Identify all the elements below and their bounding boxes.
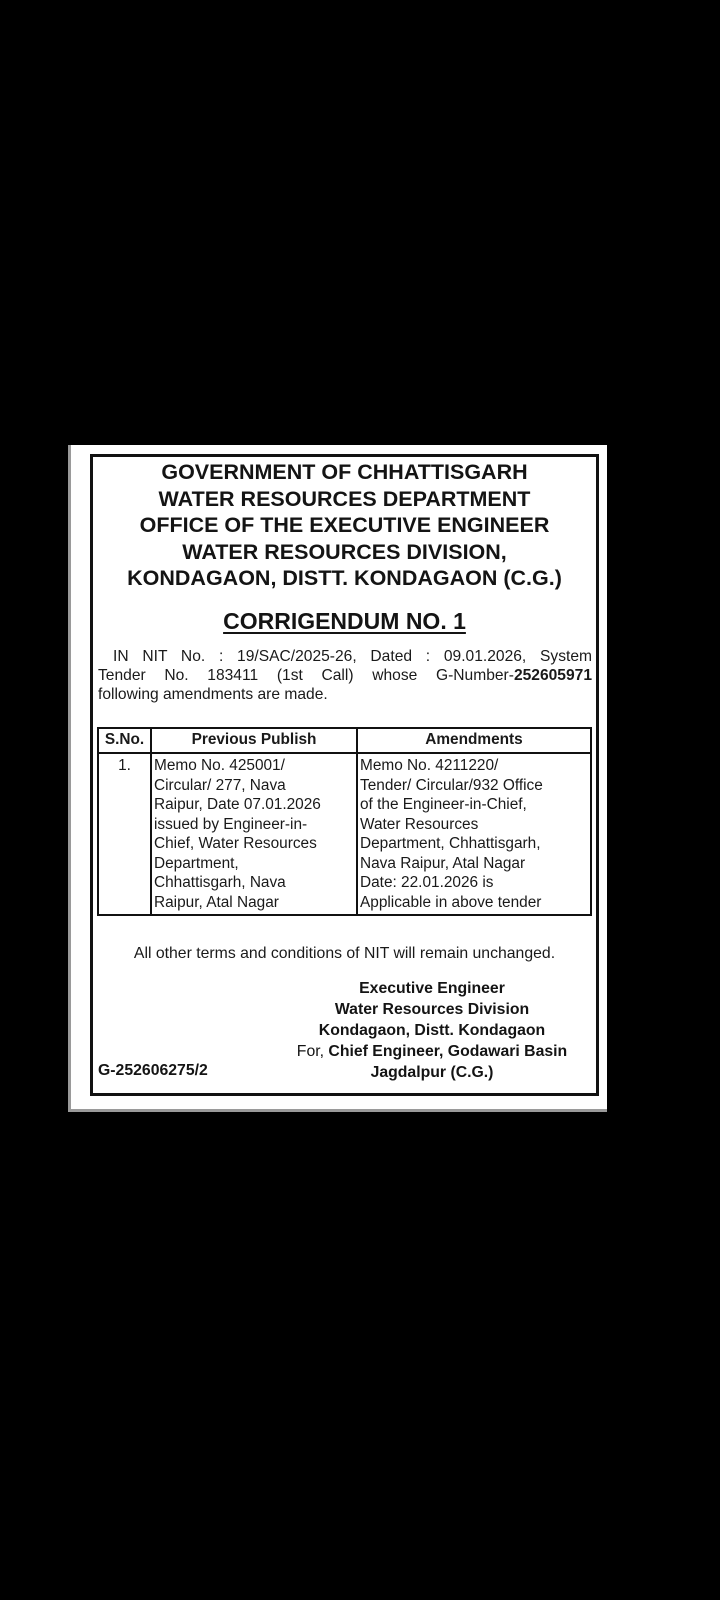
cell-line: Memo No. 425001/ bbox=[154, 757, 285, 774]
signature-chief-engineer: Chief Engineer, Godawari Basin bbox=[328, 1043, 568, 1060]
newspaper-notice-clipping bbox=[68, 445, 607, 1112]
cell-line: issued by Engineer-in- bbox=[154, 815, 308, 833]
table-row bbox=[98, 753, 591, 915]
heading-line-office: OFFICE OF THE EXECUTIVE ENGINEER bbox=[139, 513, 550, 537]
cell-line: Nava Raipur, Atal Nagar bbox=[360, 854, 526, 872]
cell-amendment bbox=[357, 753, 591, 915]
intro-line-2-text: Tender No. 183411 (1st Call) whose G-Number- bbox=[98, 667, 514, 684]
heading-line-location: KONDAGAON, DISTT. KONDAGAON (C.G.) bbox=[127, 566, 562, 590]
header-previous-publish: Previous Publish bbox=[151, 728, 357, 753]
amendments-table bbox=[97, 727, 592, 916]
header-amendments: Amendments bbox=[357, 728, 591, 753]
intro-line-3: following amendments are made. bbox=[98, 686, 328, 703]
signature-designation: Executive Engineer bbox=[359, 980, 505, 997]
intro-paragraph bbox=[98, 647, 592, 704]
intro-line-2 bbox=[98, 666, 592, 685]
g-reference-number: G-252606275/2 bbox=[98, 1062, 208, 1079]
g-number: 252605971 bbox=[513, 667, 592, 684]
header-sno: S.No. bbox=[98, 728, 151, 753]
unchanged-terms-note: All other terms and conditions of NIT will remain unchanged. bbox=[133, 945, 556, 962]
signature-block bbox=[271, 978, 593, 1083]
heading-line-division: WATER RESOURCES DIVISION, bbox=[182, 539, 507, 564]
cell-previous-publish bbox=[151, 753, 357, 915]
signature-for-line bbox=[271, 1041, 593, 1062]
cell-line: Raipur, Atal Nagar bbox=[154, 893, 279, 911]
cell-line: Chhattisgarh, Nava bbox=[154, 874, 286, 891]
cell-line: Memo No. 4211220/ bbox=[360, 757, 499, 774]
intro-line-1: IN NIT No. : 19/SAC/2025-26, Dated : 09.01.2026, System bbox=[113, 648, 592, 665]
cell-line: Department, Chhattisgarh, bbox=[360, 835, 541, 852]
cell-line: Circular/ 277, Nava bbox=[154, 776, 286, 794]
cell-line: of the Engineer-in-Chief, bbox=[360, 796, 527, 813]
cell-line: Raipur, Date 07.01.2026 bbox=[154, 796, 321, 813]
signature-for-prefix: For, bbox=[296, 1043, 329, 1060]
corrigendum-title bbox=[93, 607, 596, 635]
cell-sno: 1. bbox=[98, 753, 151, 915]
cell-line: Department, bbox=[154, 854, 239, 872]
cell-line: Date: 22.01.2026 is bbox=[360, 874, 494, 891]
corrigendum-title-text: CORRIGENDUM NO. 1 bbox=[223, 608, 466, 634]
cell-line: Water Resources bbox=[360, 815, 479, 833]
cell-line: Applicable in above tender bbox=[360, 893, 542, 911]
table-header-row bbox=[98, 728, 591, 753]
signature-division: Water Resources Division bbox=[334, 1001, 530, 1018]
cell-line: Chief, Water Resources bbox=[154, 835, 317, 852]
heading-line-government: GOVERNMENT OF CHHATTISGARH bbox=[161, 460, 528, 484]
signature-city: Jagdalpur (C.G.) bbox=[370, 1064, 494, 1081]
notice-border-frame bbox=[90, 454, 599, 1096]
signature-location: Kondagaon, Distt. Kondagaon bbox=[318, 1022, 546, 1039]
heading-line-department: WATER RESOURCES DEPARTMENT bbox=[158, 486, 531, 511]
cell-line: Tender/ Circular/932 Office bbox=[360, 776, 543, 794]
notice-heading bbox=[93, 459, 596, 592]
